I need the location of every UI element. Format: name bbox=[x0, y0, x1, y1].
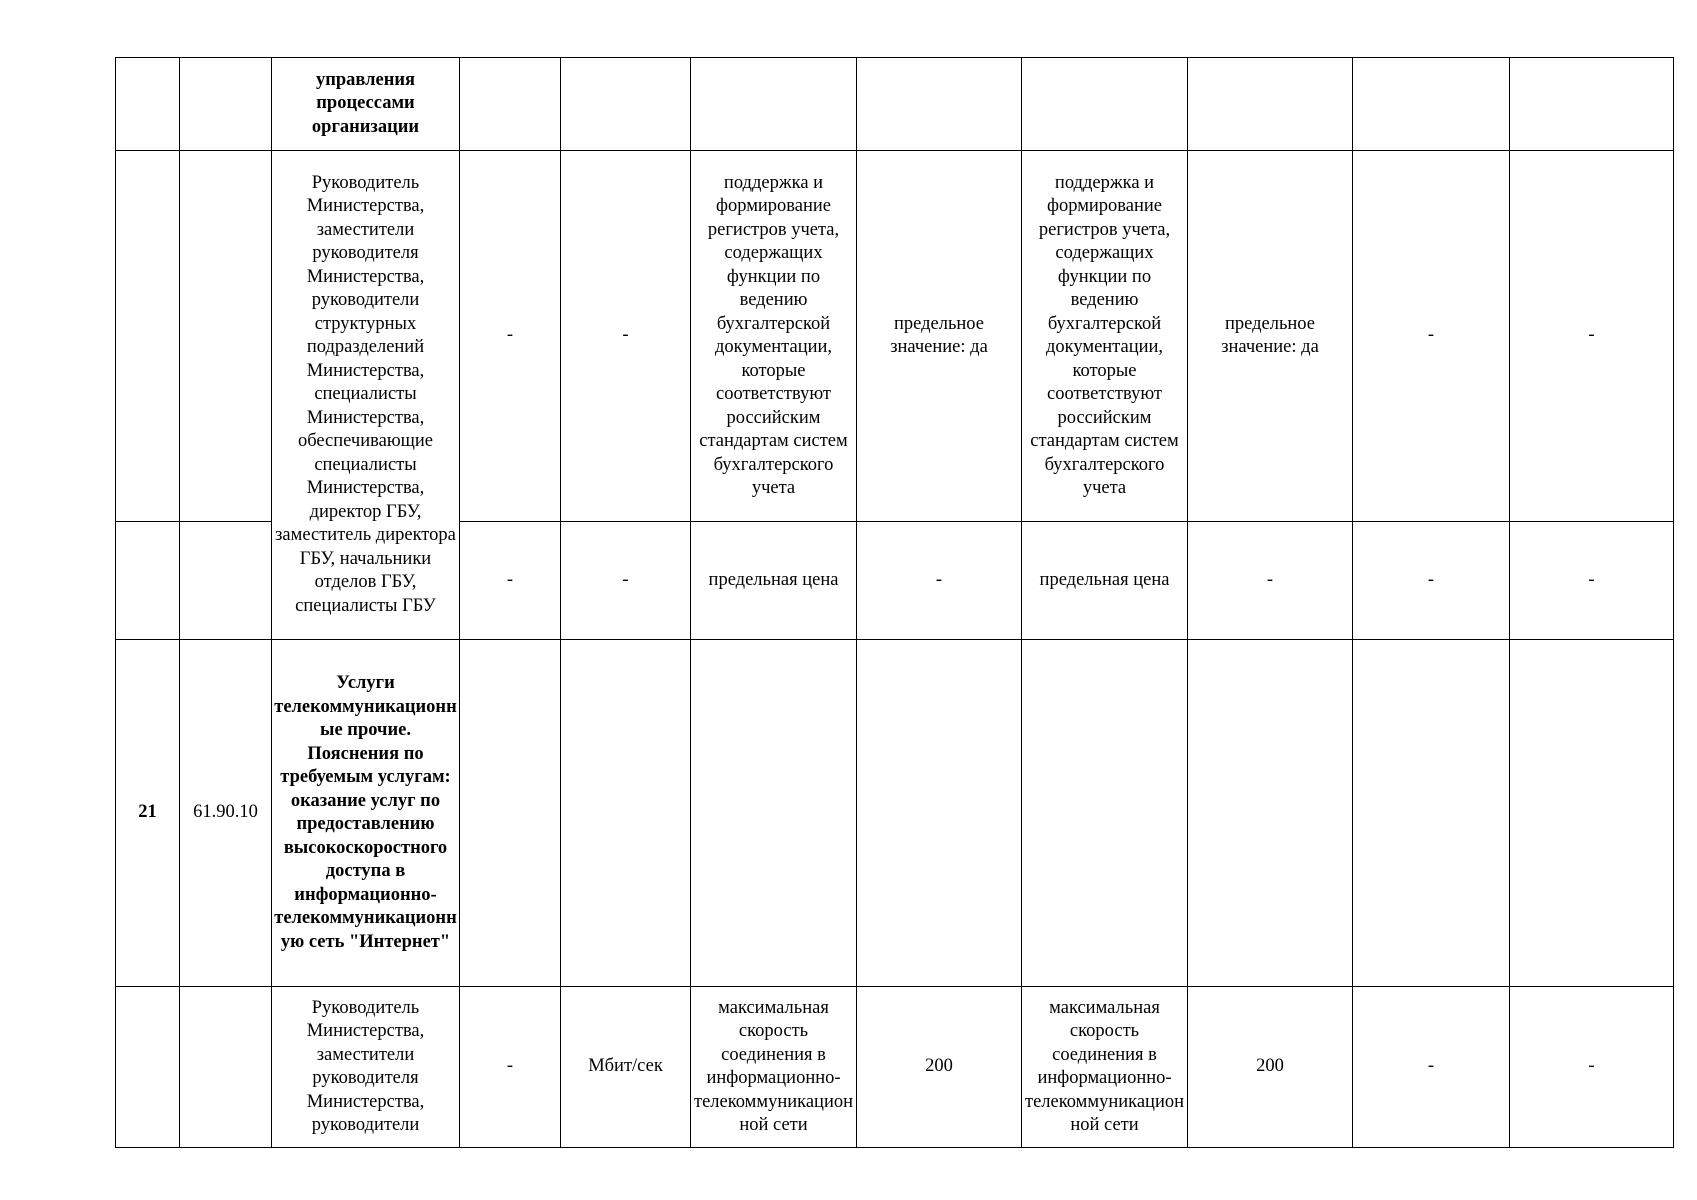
positions-cell: Руководитель Министерства, заместители руководителя Министерства, руководители bbox=[272, 987, 460, 1148]
empty-cell bbox=[1022, 58, 1188, 151]
value-cell: 200 bbox=[857, 987, 1022, 1148]
empty-cell bbox=[857, 640, 1022, 987]
table-row bbox=[116, 640, 1674, 987]
empty-cell bbox=[857, 58, 1022, 151]
value-cell: предельное значение: да bbox=[857, 151, 1022, 522]
extra-cell: - bbox=[1510, 151, 1674, 522]
unit-name-cell: Мбит/сек bbox=[561, 987, 691, 1148]
table-row bbox=[116, 151, 1674, 522]
requirements-table bbox=[115, 57, 1674, 1148]
unit-name-cell: - bbox=[561, 522, 691, 640]
unit-name-cell: - bbox=[561, 151, 691, 522]
empty-cell bbox=[1353, 58, 1510, 151]
empty-cell bbox=[561, 640, 691, 987]
empty-cell bbox=[1188, 640, 1353, 987]
extra-cell: - bbox=[1510, 522, 1674, 640]
empty-cell bbox=[691, 640, 857, 987]
characteristic-cell: максимальная скорость соединения в информационно-телекоммуникационной сети bbox=[691, 987, 857, 1148]
unit-code-cell: - bbox=[460, 987, 561, 1148]
empty-cell bbox=[1188, 58, 1353, 151]
value-cell: предельное значение: да bbox=[1188, 151, 1353, 522]
empty-cell bbox=[1022, 640, 1188, 987]
row-number-cell bbox=[116, 987, 180, 1148]
unit-code-cell: - bbox=[460, 151, 561, 522]
extra-cell: - bbox=[1353, 151, 1510, 522]
empty-cell bbox=[561, 58, 691, 151]
okpd-code-cell bbox=[180, 58, 272, 151]
characteristic-cell: предельная цена bbox=[1022, 522, 1188, 640]
row-number-cell: 21 bbox=[116, 640, 180, 987]
characteristic-cell: поддержка и формирование регистров учета, содержащих функции по ведению бухгалтерской документации, которые соответствуют российским стандартам систем бухгалтерского учета bbox=[1022, 151, 1188, 522]
okpd-code-cell bbox=[180, 522, 272, 640]
value-cell: - bbox=[857, 522, 1022, 640]
row-number-cell bbox=[116, 522, 180, 640]
row-number-cell bbox=[116, 151, 180, 522]
item-name-cell: управления процессами организации bbox=[272, 58, 460, 151]
value-cell: - bbox=[1188, 522, 1353, 640]
extra-cell: - bbox=[1353, 522, 1510, 640]
empty-cell bbox=[1353, 640, 1510, 987]
value-cell: 200 bbox=[1188, 987, 1353, 1148]
characteristic-cell: предельная цена bbox=[691, 522, 857, 640]
okpd-code-cell bbox=[180, 987, 272, 1148]
unit-code-cell: - bbox=[460, 522, 561, 640]
positions-cell: Руководитель Министерства, заместители руководителя Министерства, руководители структурных подразделений Министерства, специалисты Министерства, обеспечивающие специалисты Министерства, директор ГБУ, заместитель директора ГБУ, начальники отделов ГБУ, специалисты ГБУ bbox=[272, 151, 460, 640]
empty-cell bbox=[1510, 58, 1674, 151]
extra-cell: - bbox=[1510, 987, 1674, 1148]
item-name-cell: Услуги телекоммуникационные прочие. Пояснения по требуемым услугам: оказание услуг по предоставлению высокоскоростного доступа в информационно-телекоммуникационную сеть "Интернет" bbox=[272, 640, 460, 987]
empty-cell bbox=[1510, 640, 1674, 987]
table-row bbox=[116, 987, 1674, 1148]
characteristic-cell: максимальная скорость соединения в информационно-телекоммуникационной сети bbox=[1022, 987, 1188, 1148]
row-number-cell bbox=[116, 58, 180, 151]
table-row bbox=[116, 58, 1674, 151]
characteristic-cell: поддержка и формирование регистров учета, содержащих функции по ведению бухгалтерской документации, которые соответствуют российским стандартам систем бухгалтерского учета bbox=[691, 151, 857, 522]
okpd-code-cell: 61.90.10 bbox=[180, 640, 272, 987]
empty-cell bbox=[691, 58, 857, 151]
empty-cell bbox=[460, 58, 561, 151]
okpd-code-cell bbox=[180, 151, 272, 522]
extra-cell: - bbox=[1353, 987, 1510, 1148]
empty-cell bbox=[460, 640, 561, 987]
